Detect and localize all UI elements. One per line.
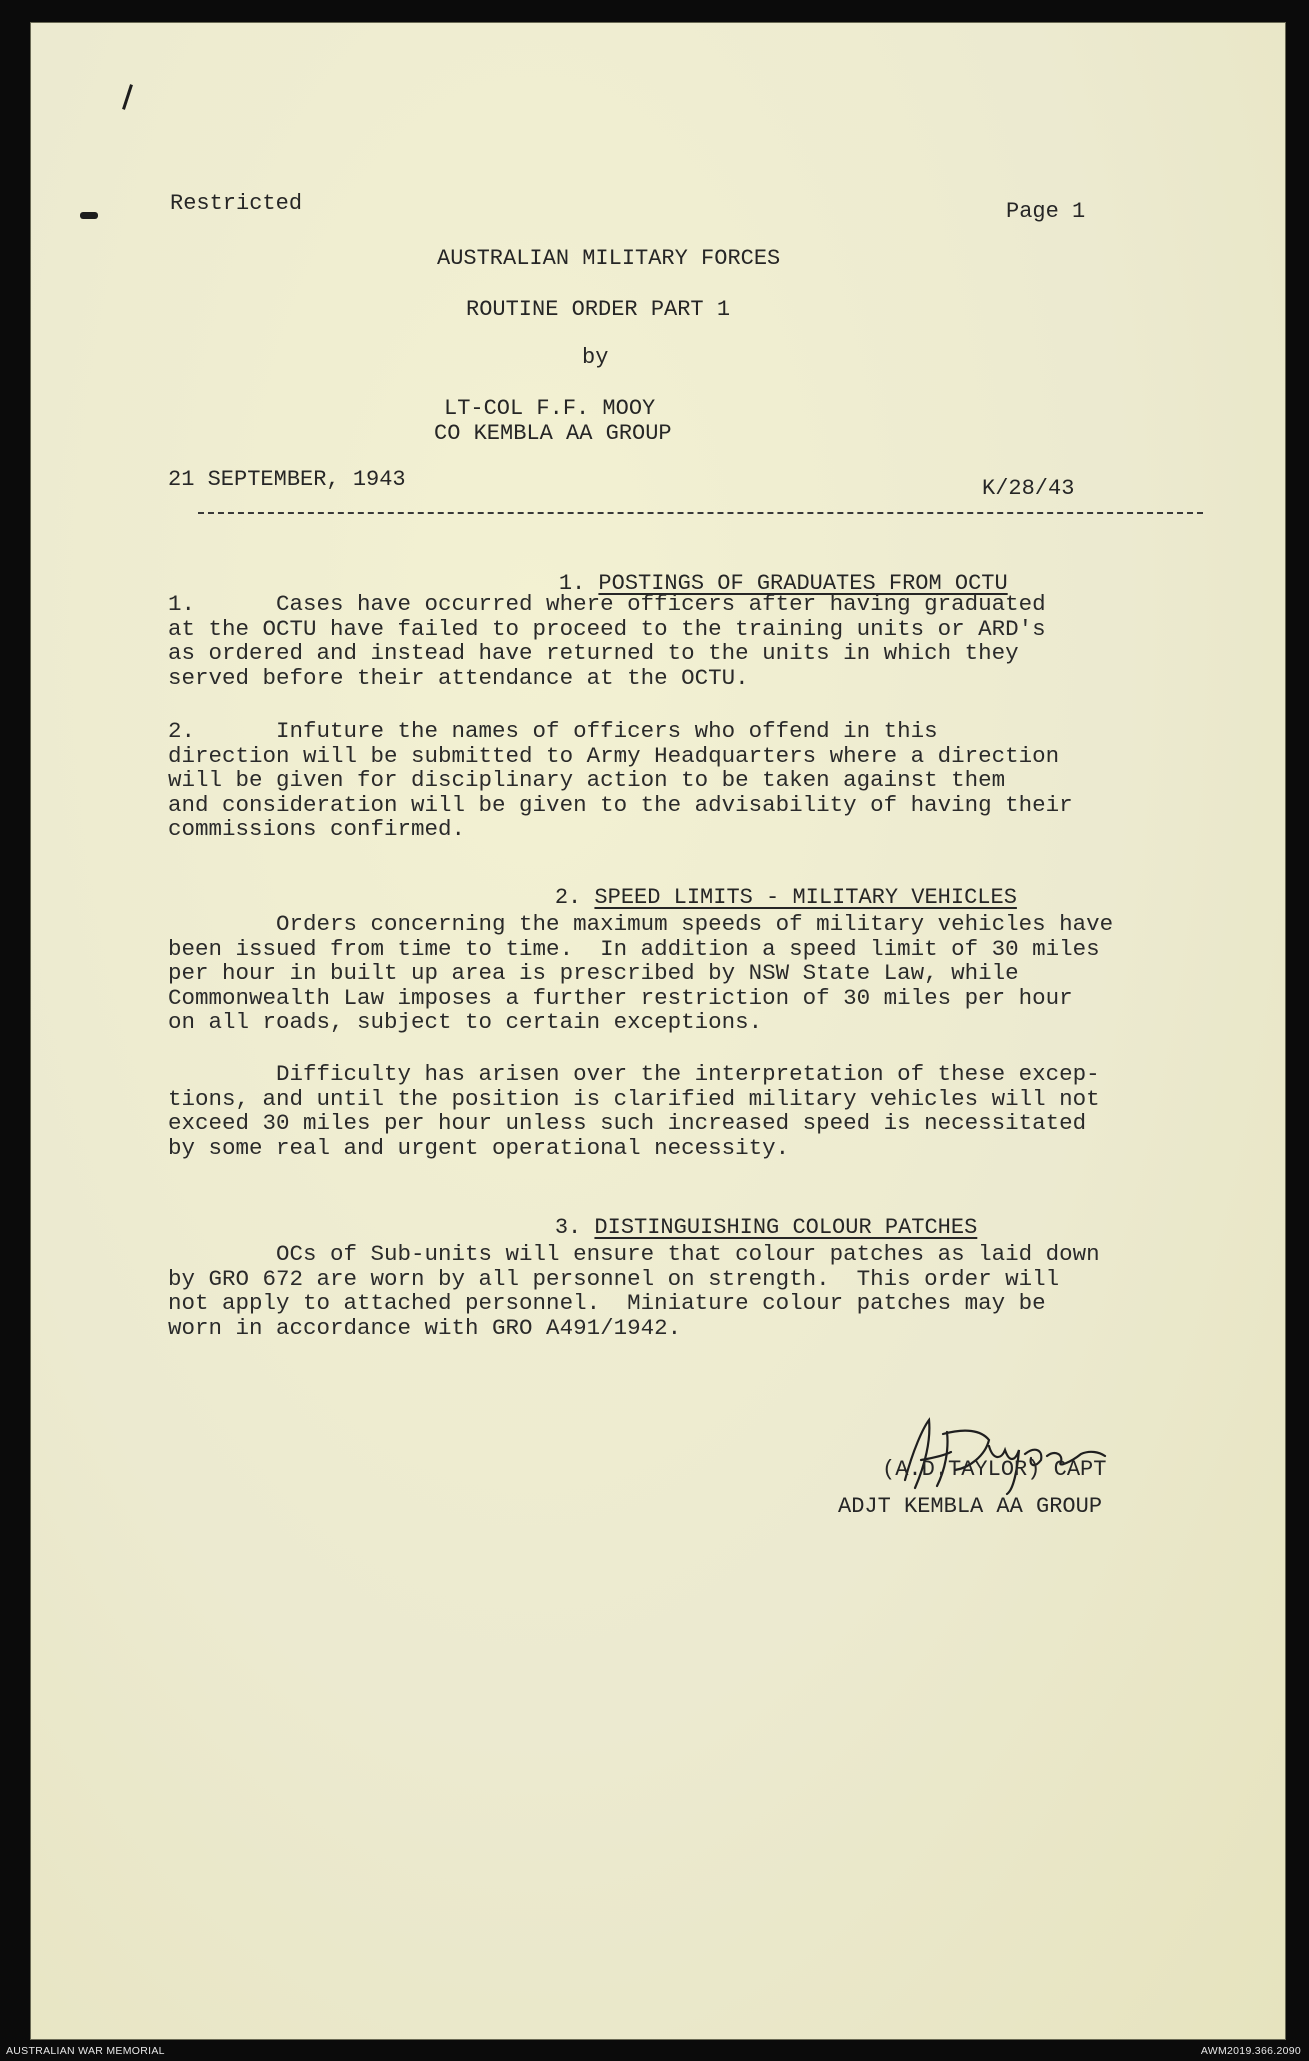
commander-unit: CO KEMBLA AA GROUP bbox=[434, 421, 672, 446]
by-label: by bbox=[582, 345, 609, 370]
footer-left: AUSTRALIAN WAR MEMORIAL bbox=[6, 2045, 165, 2057]
section-3-heading: 3. DISTINGUISHING COLOUR PATCHES bbox=[554, 1215, 978, 1240]
section-2-paragraph-2: Difficulty has arisen over the interpretation of these excep- tions, and until the position is clarified military vehicles will not exceed 30 miles per hour unless such increased speed is necessitated by some real and urgent operational necessity. bbox=[168, 1061, 1100, 1161]
divider-line bbox=[198, 512, 1203, 514]
section-2-paragraph-1: Orders concerning the maximum speeds of military vehicles have been issued from time to time. In addition a speed limit of 30 miles per hour in built up area is prescribed by NSW State Law, while Commonwealth Law imposes a further restriction of 30 miles per hour on all roads, subject to certain exceptions. bbox=[168, 911, 1114, 1035]
tick-mark bbox=[122, 84, 133, 110]
footer-right: AWM2019.366.2090 bbox=[1200, 2045, 1301, 2057]
signatory-appointment: ADJT KEMBLA AA GROUP bbox=[838, 1494, 1103, 1519]
punch-mark bbox=[80, 212, 98, 219]
section-3-paragraph-1: OCs of Sub-units will ensure that colour patches as laid down by GRO 672 are worn by all personnel on strength. This order will not apply to attached personnel. Miniature colour patches may be worn in accordance with GRO A491/1942. bbox=[168, 1241, 1100, 1341]
handwritten-signature bbox=[885, 1410, 1115, 1500]
classification-label: Restricted bbox=[170, 191, 303, 216]
section-1-heading: 1. POSTINGS OF GRADUATES FROM OCTU bbox=[558, 571, 1008, 596]
commander-name: LT-COL F.F. MOOY bbox=[444, 396, 656, 421]
section-2-heading: 2. SPEED LIMITS - MILITARY VEHICLES bbox=[554, 885, 1017, 910]
signatory-name: (A.D.TAYLOR) CAPT bbox=[882, 1457, 1107, 1482]
organisation-title: AUSTRALIAN MILITARY FORCES bbox=[437, 246, 781, 271]
page-number: Page 1 bbox=[1006, 199, 1086, 224]
order-title: ROUTINE ORDER PART 1 bbox=[466, 297, 731, 322]
order-date: 21 SEPTEMBER, 1943 bbox=[168, 467, 406, 492]
section-1-paragraph-2: 2. Infuture the names of officers who offend in this direction will be submitted to Army Headquarters where a direction will be given for disciplinary action to be taken against them and consideration will be given to the advisability of having their commissions confirmed. bbox=[168, 718, 1073, 842]
order-reference: K/28/43 bbox=[982, 476, 1075, 501]
section-1-paragraph-1: 1. Cases have occurred where officers after having graduated at the OCTU have failed to proceed to the training units or ARD's as ordered and instead have returned to the units in which they served before their attendance at the OCTU. bbox=[168, 591, 1046, 691]
document-page bbox=[30, 22, 1286, 2040]
